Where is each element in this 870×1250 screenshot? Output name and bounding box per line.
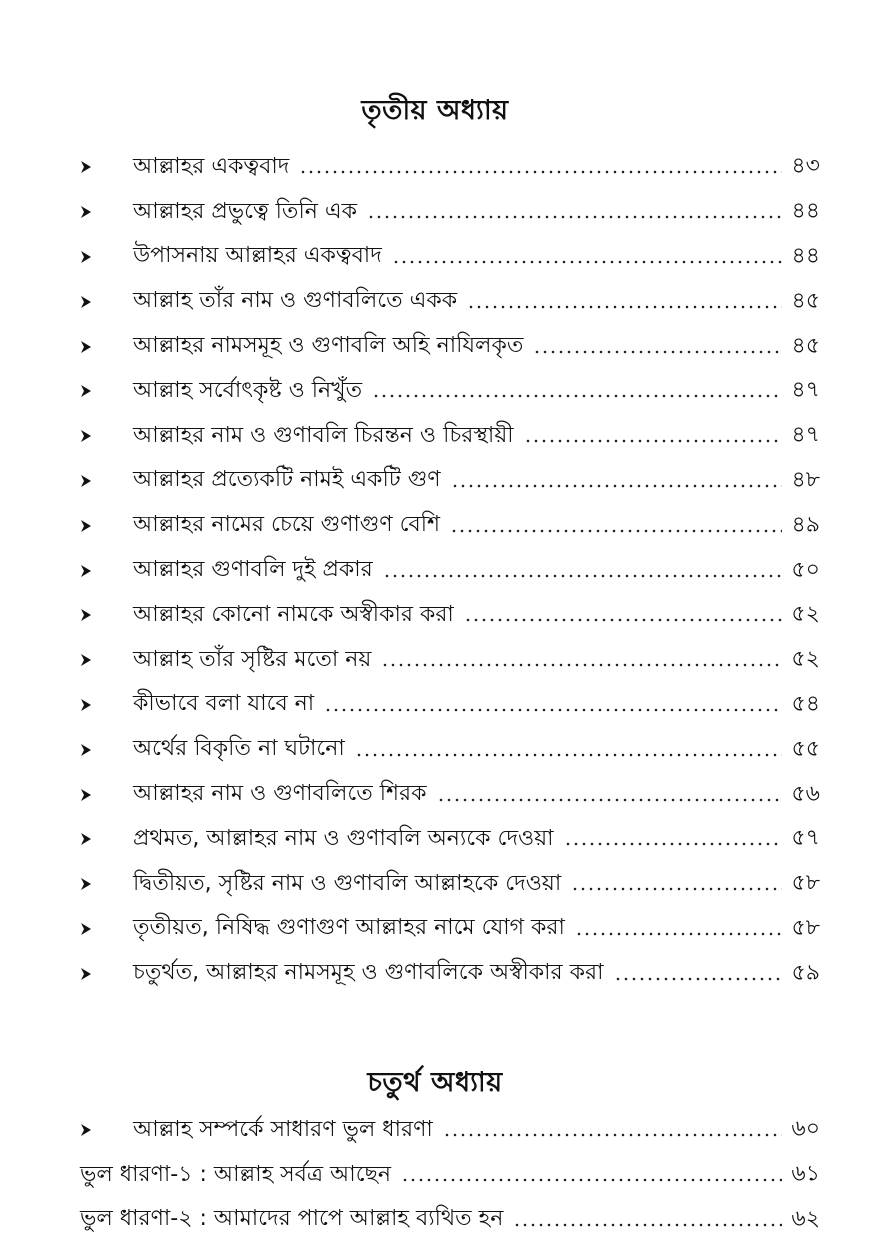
triangle-bullet-icon — [80, 205, 92, 219]
dot-leader — [467, 305, 782, 309]
dot-leader — [571, 887, 782, 891]
toc-entry-body — [133, 638, 782, 683]
toc-entry — [0, 235, 870, 280]
toc-entry-body — [133, 1108, 782, 1153]
toc-entry-title: আল্লাহ সম্পর্কে সাধারণ ভুল ধারণা — [133, 1116, 433, 1142]
triangle-bullet-icon — [80, 743, 92, 757]
toc-page-number: ৪৪ — [791, 243, 820, 269]
toc-page-number: ৫০ — [791, 557, 820, 583]
triangle-bullet-icon — [80, 295, 92, 309]
toc-entry — [0, 907, 870, 952]
dot-leader — [443, 1133, 782, 1137]
toc-entry-title: আল্লাহর কোনো নামকে অস্বীকার করা — [133, 601, 454, 627]
toc-entry — [0, 772, 870, 817]
dot-leader — [401, 1178, 782, 1182]
triangle-bullet-icon — [80, 1123, 92, 1137]
toc-entry-body — [133, 414, 782, 459]
dot-leader — [524, 439, 782, 443]
toc-entry-title: তৃতীয়ত, নিষিদ্ধ গুণাগুণ আল্লাহর নামে যোগ করা — [133, 915, 565, 941]
toc-page-number: ৫৮ — [791, 915, 820, 941]
toc-entry-title: অর্থের বিকৃতি না ঘটানো — [133, 736, 345, 762]
toc-page-number: ৫২ — [791, 646, 820, 672]
toc-entry — [0, 951, 870, 996]
toc-entry — [0, 862, 870, 907]
toc-entry — [0, 145, 870, 190]
toc-page-number: ৫৯ — [791, 960, 820, 986]
toc-entry — [0, 190, 870, 235]
dot-leader — [324, 708, 782, 712]
toc-entry-body — [133, 817, 782, 862]
toc-entry-body — [133, 683, 782, 728]
toc-page-number: ৪৮ — [791, 467, 820, 493]
dot-leader — [383, 574, 782, 578]
triangle-bullet-icon — [80, 429, 92, 443]
dot-leader — [464, 618, 782, 622]
triangle-bullet-icon — [80, 877, 92, 891]
toc-entry — [0, 548, 870, 593]
toc-entry-body — [133, 503, 782, 548]
dot-leader — [614, 977, 783, 981]
toc-entry — [0, 1198, 870, 1243]
toc-entry-title: দ্বিতীয়ত, সৃষ্টির নাম ও গুণাবলি আল্লাহকে দেওয়া — [133, 870, 562, 896]
toc-page-number: ৬০ — [791, 1116, 820, 1142]
dot-leader — [367, 215, 782, 219]
toc-entry-title: চতুর্থত, আল্লাহর নামসমূহ ও গুণাবলিকে অস্বীকার করা — [133, 960, 604, 986]
chapter-title: চতুর্থ অধ্যায় — [367, 1067, 503, 1098]
toc-entry — [0, 817, 870, 862]
triangle-bullet-icon — [80, 832, 92, 846]
toc-entry — [0, 279, 870, 324]
toc-page-number: ৫৬ — [791, 781, 820, 807]
toc-page-number: ৫৫ — [791, 736, 820, 762]
toc-page-number: ৫২ — [791, 601, 820, 627]
triangle-bullet-icon — [80, 250, 92, 264]
triangle-bullet-icon — [80, 653, 92, 667]
toc-page-number: ৪৫ — [791, 288, 820, 314]
toc-entry-body — [133, 907, 782, 952]
toc-entry-body — [133, 190, 782, 235]
triangle-bullet-icon — [80, 967, 92, 981]
toc-entry-body — [133, 369, 782, 414]
toc-entry-title: আল্লাহর একত্ববাদ — [133, 153, 290, 179]
dot-leader — [355, 753, 782, 757]
toc-page-number: ৪৭ — [791, 377, 820, 403]
dot-leader — [299, 170, 782, 174]
toc-entry-body — [133, 772, 782, 817]
triangle-bullet-icon — [80, 519, 92, 533]
dot-leader — [451, 484, 782, 488]
toc-page-number: ৫৮ — [791, 870, 820, 896]
toc-page-number: ৪৭ — [791, 422, 820, 448]
dot-leader — [533, 350, 782, 354]
dot-leader — [381, 663, 782, 667]
chapter-title: তৃতীয় অধ্যায় — [361, 95, 509, 126]
dot-leader — [564, 842, 782, 846]
toc-entry-title: আল্লাহর নাম ও গুণাবলিতে শিরক — [133, 781, 427, 807]
toc-entry-title: আল্লাহ সর্বোৎকৃষ্ট ও নিখুঁত — [133, 377, 363, 403]
toc-entry-title: কীভাবে বলা যাবে না — [133, 691, 315, 717]
toc-entry — [0, 459, 870, 504]
toc-entry-title: উপাসনায় আল্লাহর একত্ববাদ — [133, 243, 382, 269]
toc-page-number: ৪৪ — [791, 198, 820, 224]
triangle-bullet-icon — [80, 474, 92, 488]
toc-entry — [0, 369, 870, 414]
toc-entry-title: ভুল ধারণা-১ : আল্লাহ সর্বত্র আছেন — [80, 1161, 392, 1187]
triangle-bullet-icon — [80, 608, 92, 622]
toc-page-number: ৪৫ — [791, 333, 820, 359]
toc-entry-title: ভুল ধারণা-২ : আমাদের পাপে আল্লাহ ব্যথিত হন — [80, 1206, 504, 1232]
toc-entry — [0, 1153, 870, 1198]
toc-page-number: ৪৩ — [791, 153, 820, 179]
dot-leader — [575, 932, 782, 936]
toc-entry-body — [80, 1153, 782, 1198]
toc-entry-body — [133, 145, 782, 190]
triangle-bullet-icon — [80, 922, 92, 936]
toc-entry-title: আল্লাহর প্রত্যেকটি নামই একটি গুণ — [133, 467, 441, 493]
toc-entry-body — [133, 727, 782, 772]
toc-entry-body — [133, 235, 782, 280]
triangle-bullet-icon — [80, 160, 92, 174]
toc-entry-body — [80, 1198, 782, 1243]
toc-entry-body — [133, 279, 782, 324]
toc-entry-title: আল্লাহর নামসমূহ ও গুণাবলি অহি নাযিলকৃত — [133, 333, 524, 359]
triangle-bullet-icon — [80, 698, 92, 712]
dot-leader — [392, 260, 782, 264]
toc-entry-title: আল্লাহর গুণাবলি দুই প্রকার — [133, 557, 373, 583]
toc-entry-body — [133, 862, 782, 907]
toc-entry — [0, 593, 870, 638]
toc-entry — [0, 1108, 870, 1153]
toc-entry — [0, 727, 870, 772]
toc-entry — [0, 414, 870, 459]
triangle-bullet-icon — [80, 564, 92, 578]
toc-entry-body — [133, 459, 782, 504]
toc-entry — [0, 683, 870, 728]
dot-leader — [372, 394, 782, 398]
triangle-bullet-icon — [80, 340, 92, 354]
triangle-bullet-icon — [80, 788, 92, 802]
toc-entry-title: প্রথমত, আল্লাহর নাম ও গুণাবলি অন্যকে দেওয়া — [133, 825, 554, 851]
toc-entry-title: আল্লাহর নাম ও গুণাবলি চিরন্তন ও চিরস্থায়ী — [133, 422, 514, 448]
toc-entry-body — [133, 593, 782, 638]
dot-leader — [450, 529, 782, 533]
toc-page-number: ৬১ — [791, 1161, 820, 1187]
toc-entry-title: আল্লাহর প্রভুত্বে তিনি এক — [133, 198, 357, 224]
toc-page-number: ৫৪ — [791, 691, 820, 717]
toc-entry — [0, 638, 870, 683]
toc-entry-body — [133, 951, 782, 996]
toc-entry-title: আল্লাহ তাঁর সৃষ্টির মতো নয় — [133, 646, 372, 672]
toc-page-number: ৬২ — [791, 1206, 820, 1232]
toc-list — [0, 145, 870, 996]
toc-entry-title: আল্লাহ তাঁর নাম ও গুণাবলিতে একক — [133, 288, 458, 314]
triangle-bullet-icon — [80, 384, 92, 398]
toc-entry-title: আল্লাহর নামের চেয়ে গুণাগুণ বেশি — [133, 512, 441, 538]
toc-entry — [0, 503, 870, 548]
toc-entry — [0, 324, 870, 369]
toc-page-number: ৫৭ — [791, 825, 820, 851]
dot-leader — [513, 1223, 782, 1227]
toc-entry-body — [133, 324, 782, 369]
dot-leader — [437, 798, 782, 802]
toc-list — [0, 1108, 870, 1242]
toc-page-number: ৪৯ — [791, 512, 820, 538]
toc-entry-body — [133, 548, 782, 593]
